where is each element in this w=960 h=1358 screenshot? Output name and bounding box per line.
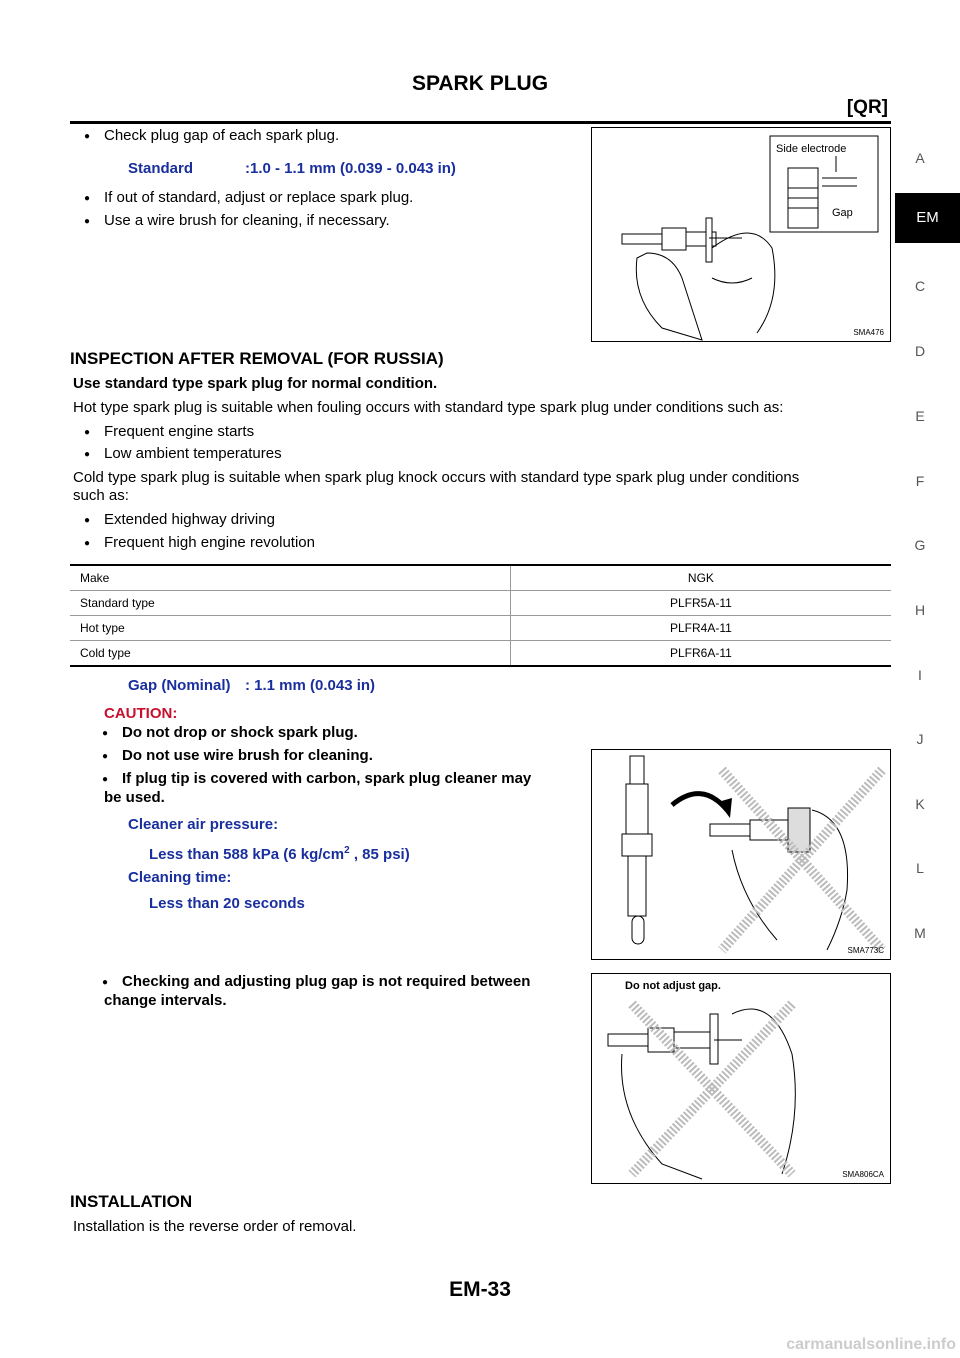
table-cell: Standard type [70, 591, 510, 616]
header-rule [70, 121, 891, 124]
index-letter-m[interactable]: M [914, 925, 926, 941]
section-heading-installation: INSTALLATION [70, 1192, 193, 1211]
section-index [895, 0, 960, 1000]
cleaner-air-pressure-value [149, 845, 410, 863]
figure-spark-plug-cleaner [591, 749, 891, 960]
bullet-out-of-standard: ● If out of standard, adjust or replace spark plug. [104, 189, 413, 207]
figure-code: SMA773C [847, 946, 884, 955]
index-letter-h[interactable]: H [914, 602, 926, 618]
page-title: SPARK PLUG [411, 72, 549, 95]
bullet-wire-brush: ● Use a wire brush for cleaning, if necessary. [104, 212, 390, 230]
superscript-2: 2 [344, 845, 350, 856]
cold-type-text-line2: such as: [73, 487, 129, 504]
table-row [70, 565, 891, 591]
table-cell: NGK [510, 565, 891, 591]
table-cell: Hot type [70, 616, 510, 641]
index-letter-c[interactable]: C [914, 278, 926, 294]
figure-code: SMA806CA [842, 1170, 884, 1179]
pressure-text-end: , 85 psi) [349, 846, 410, 863]
cleaning-time-value: Less than 20 seconds [149, 895, 305, 912]
bullet-highway-driving: ● Extended highway driving [104, 511, 275, 529]
table-cell: Make [70, 565, 510, 591]
index-letter-j[interactable]: J [916, 731, 924, 747]
bullet-high-revolution: ● Frequent high engine revolution [104, 534, 315, 552]
side-electrode-caption: Side electrode [776, 143, 847, 155]
cleaner-illustration [592, 750, 890, 959]
index-letter-e[interactable]: E [915, 408, 925, 424]
caution-bullet-no-adjust-line2: change intervals. [104, 992, 227, 1009]
do-not-adjust-caption: Do not adjust gap. [625, 980, 721, 992]
hot-type-text: Hot type spark plug is suitable when fouling occurs with standard type spark plug under conditions such as: [73, 399, 784, 416]
section-heading-inspection: INSPECTION AFTER REMOVAL (FOR RUSSIA) [70, 349, 444, 368]
caution-label: CAUTION: [104, 705, 178, 722]
cold-type-text-line1: Cold type spark plug is suitable when spark plug knock occurs with standard type spark plug under conditions [73, 469, 800, 486]
intro-text: Use standard type spark plug for normal condition. [73, 375, 438, 392]
installation-text: Installation is the reverse order of removal. [73, 1218, 357, 1235]
bullet-low-temperatures: ● Low ambient temperatures [104, 445, 282, 463]
figure-gap-check [591, 127, 891, 342]
index-letter-i[interactable]: I [918, 667, 922, 683]
gap-caption: Gap [832, 207, 853, 219]
index-letter-em-active[interactable]: EM [895, 193, 960, 243]
index-letter-g[interactable]: G [914, 537, 926, 553]
caution-bullet-drop: ● Do not drop or shock spark plug. [122, 724, 358, 742]
gap-nominal-label: Gap (Nominal) [128, 677, 231, 694]
spark-plug-table [70, 564, 891, 667]
caution-bullet-no-adjust-line1: ● Checking and adjusting plug gap is not required between [122, 973, 530, 991]
index-letter-l[interactable]: L [916, 860, 924, 876]
page-number: EM-33 [449, 1278, 511, 1301]
table-cell: Cold type [70, 641, 510, 667]
do-not-adjust-illustration [592, 974, 890, 1183]
index-letter-f[interactable]: F [915, 473, 925, 489]
standard-label: Standard [128, 160, 194, 177]
watermark: carmanualsonline.info [786, 1336, 956, 1353]
cleaner-air-pressure-label: Cleaner air pressure: [128, 816, 279, 833]
table-cell: PLFR5A-11 [510, 591, 891, 616]
table-row [70, 591, 891, 616]
pressure-text: Less than 588 kPa (6 kg/cm [149, 846, 345, 863]
index-letter-a[interactable]: A [915, 150, 925, 166]
table-cell: PLFR6A-11 [510, 641, 891, 667]
bullet-check-gap: ● Check plug gap of each spark plug. [104, 127, 339, 145]
figure-code: SMA476 [853, 328, 884, 337]
cleaning-time-label: Cleaning time: [128, 869, 232, 886]
index-letter-k[interactable]: K [915, 796, 925, 812]
table-row [70, 641, 891, 667]
standard-value: :1.0 - 1.1 mm (0.039 - 0.043 in) [245, 160, 456, 177]
caution-bullet-carbon-line1: ● If plug tip is covered with carbon, spark plug cleaner may [122, 770, 531, 788]
gap-nominal-value: : 1.1 mm (0.043 in) [245, 677, 376, 694]
table-cell: PLFR4A-11 [510, 616, 891, 641]
table-row [70, 616, 891, 641]
caution-bullet-carbon-line2: be used. [104, 789, 165, 806]
figure-do-not-adjust [591, 973, 891, 1184]
index-letter-d[interactable]: D [914, 343, 926, 359]
caution-bullet-wire-brush: ● Do not use wire brush for cleaning. [122, 747, 373, 765]
gap-check-illustration [592, 128, 890, 341]
model-code: [QR] [846, 97, 888, 118]
bullet-frequent-starts: ● Frequent engine starts [104, 423, 254, 441]
